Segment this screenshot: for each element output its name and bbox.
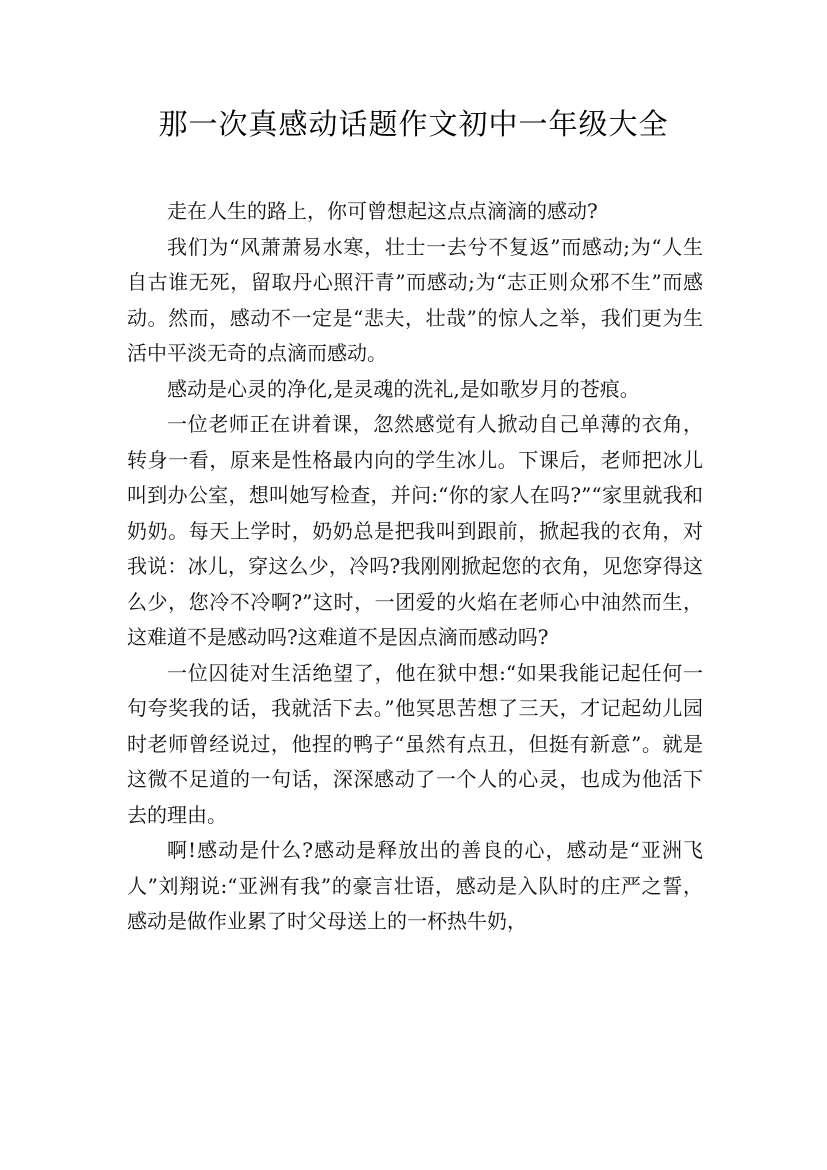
paragraph: 感动是心灵的净化,是灵魂的洗礼,是如歌岁月的苍痕。 — [167, 376, 640, 401]
paragraph: 一位老师正在讲着课，忽然感觉有人掀动自己单薄的衣角，转身一看，原来是性格最内向的学生冰儿。下课后，老师把冰儿叫到办公室，想叫她写检查，并问:“你的家人在吗?”“家里就我和奶奶。每天上学时，奶奶总是把我叫到跟前，掀起我的衣角，对我说：冰儿，穿这么少，冷吗?我刚刚掀起您的衣角，见您穿得这么少，您冷不冷啊?”这时，一团爱的火焰在老师心中油然而生，这难道不是感动吗?这难道不是因点滴而感动吗? — [127, 412, 703, 649]
paragraph: 我们为“风萧萧易水寒，壮士一去兮不复返”而感动;为“人生自古谁无死，留取丹心照汗青”而感动;为“志正则众邪不生”而感动。然而，感动不一定是“悲夫，壮哉”的惊人之举，我们更为生活中平淡无奇的点滴而感动。 — [127, 234, 703, 365]
paragraph: 啊!感动是什么?感动是释放出的善良的心，感动是“亚洲飞人”刘翔说:“亚洲有我”的豪言壮语，感动是入队时的庄严之誓，感动是做作业累了时父母送上的一杯热牛奶， — [127, 838, 703, 933]
paragraph: 走在人生的路上，你可曾想起这点点滴滴的感动? — [167, 199, 598, 223]
document-body — [127, 194, 703, 940]
paragraph: 一位囚徒对生活绝望了，他在狱中想:“如果我能记起任何一句夸奖我的话，我就活下去。”他冥思苦想了三天，才记起幼儿园时老师曾经说过，他捏的鸭子“虽然有点丑，但挺有新意”。就是这微不足道的一句话，深深感动了一个人的心灵，也成为他活下去的理由。 — [127, 660, 703, 827]
document-title: 那一次真感动话题作文初中一年级大全 — [158, 107, 669, 141]
